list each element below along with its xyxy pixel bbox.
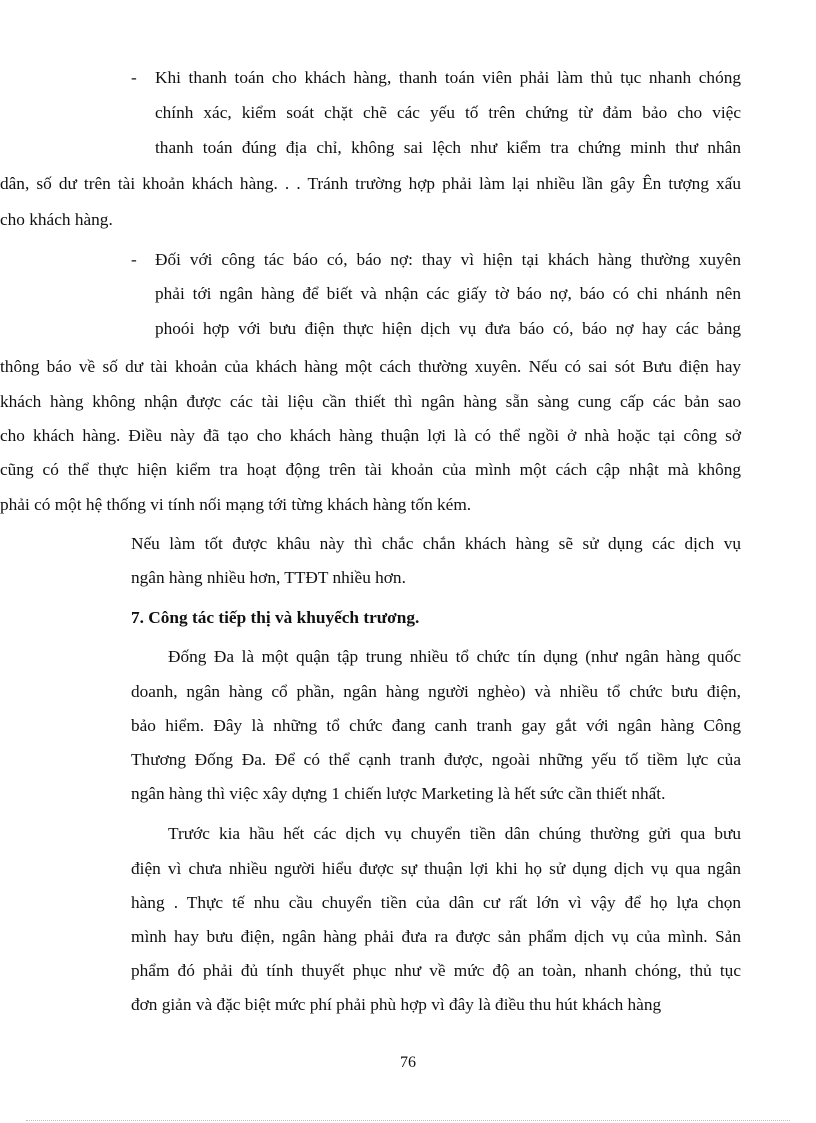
text-line: dân, số dư trên tài khoản khách hàng. . . Tránh trường hợp phải làm lại nhiều lần gây Ên tượng xấu — [0, 174, 741, 193]
text-line: thanh toán đúng địa chỉ, không sai lệch như kiểm tra chứng minh thư nhân — [155, 138, 741, 157]
page-number: 76 — [400, 1054, 416, 1071]
text-line: chính xác, kiểm soát chặt chẽ các yếu tố trên chứng từ đảm bảo cho việc — [155, 103, 741, 122]
text-line: cho khách hàng. Điều này đã tạo cho khách hàng thuận lợi là có thể ngồi ở nhà hoặc tại công sở — [0, 426, 741, 445]
text-line: phoói hợp với bưu điện thực hiện dịch vụ đưa báo có, báo nợ hay các bảng — [155, 319, 741, 338]
section-heading: 7. Công tác tiếp thị và khuyếch trương. — [131, 608, 420, 627]
text-line: đơn giản và đặc biệt mức phí phải phù hợp vì đây là điều thu hút khách hàng — [131, 995, 662, 1014]
text-line: ngân hàng thì việc xây dựng 1 chiến lược Marketing là hết sức cần thiết nhất. — [131, 784, 666, 803]
text-line: hàng . Thực tế nhu cầu chuyển tiền của dân cư rất lớn vì vậy để họ lựa chọn — [131, 893, 741, 912]
text-line: Thương Đống Đa. Để có thể cạnh tranh được, ngoài những yếu tố tiềm lực của — [131, 750, 741, 769]
text-line: điện vì chưa nhiều người hiểu được sự thuận lợi khi họ sử dụng dịch vụ qua ngân — [131, 859, 741, 878]
bullet-dash: - — [131, 250, 137, 269]
text-line: thông báo về số dư tài khoản của khách hàng một cách thường xuyên. Nếu có sai sót Bưu điện hay — [0, 357, 741, 376]
text-line: mình hay bưu điện, ngân hàng phải đưa ra được sản phẩm dịch vụ của mình. Sản — [131, 927, 741, 946]
text-line: ngân hàng nhiều hơn, TTĐT nhiều hơn. — [131, 568, 406, 587]
text-line: Đối với công tác báo có, báo nợ: thay vì hiện tại khách hàng thường xuyên — [155, 250, 741, 269]
text-line: phẩm đó phải đủ tính thuyết phục như về mức độ an toàn, nhanh chóng, thủ tục — [131, 961, 741, 980]
text-line: phải có một hệ thống vi tính nối mạng tới từng khách hàng tốn kém. — [0, 495, 472, 514]
text-line: phải tới ngân hàng để biết và nhận các giấy tờ báo nợ, báo có chi nhánh nên — [155, 284, 741, 303]
text-line: Nếu làm tốt được khâu này thì chắc chắn khách hàng sẽ sử dụng các dịch vụ — [131, 534, 741, 553]
text-line: cho khách hàng. — [0, 210, 113, 229]
text-line: Khi thanh toán cho khách hàng, thanh toán viên phải làm thủ tục nhanh chóng — [155, 68, 741, 87]
text-line: cũng có thể thực hiện kiểm tra hoạt động trên tài khoản của mình một cách cập nhật mà không — [0, 460, 741, 479]
text-line: Đống Đa là một quận tập trung nhiều tổ chức tín dụng (như ngân hàng quốc — [168, 647, 741, 666]
bullet-dash: - — [131, 68, 137, 87]
text-line: Trước kia hầu hết các dịch vụ chuyển tiền dân chúng thường gửi qua bưu — [168, 824, 741, 843]
text-line: khách hàng không nhận được các tài liệu cần thiết thì ngân hàng sẵn sàng cung cấp các bản sao — [0, 392, 741, 411]
text-line: doanh, ngân hàng cổ phần, ngân hàng người nghèo) và nhiều tổ chức bưu điện, — [131, 682, 741, 701]
bottom-dotted-rule — [26, 1120, 790, 1121]
text-line: bảo hiểm. Đây là những tổ chức đang canh tranh gay gắt với ngân hàng Công — [131, 716, 741, 735]
